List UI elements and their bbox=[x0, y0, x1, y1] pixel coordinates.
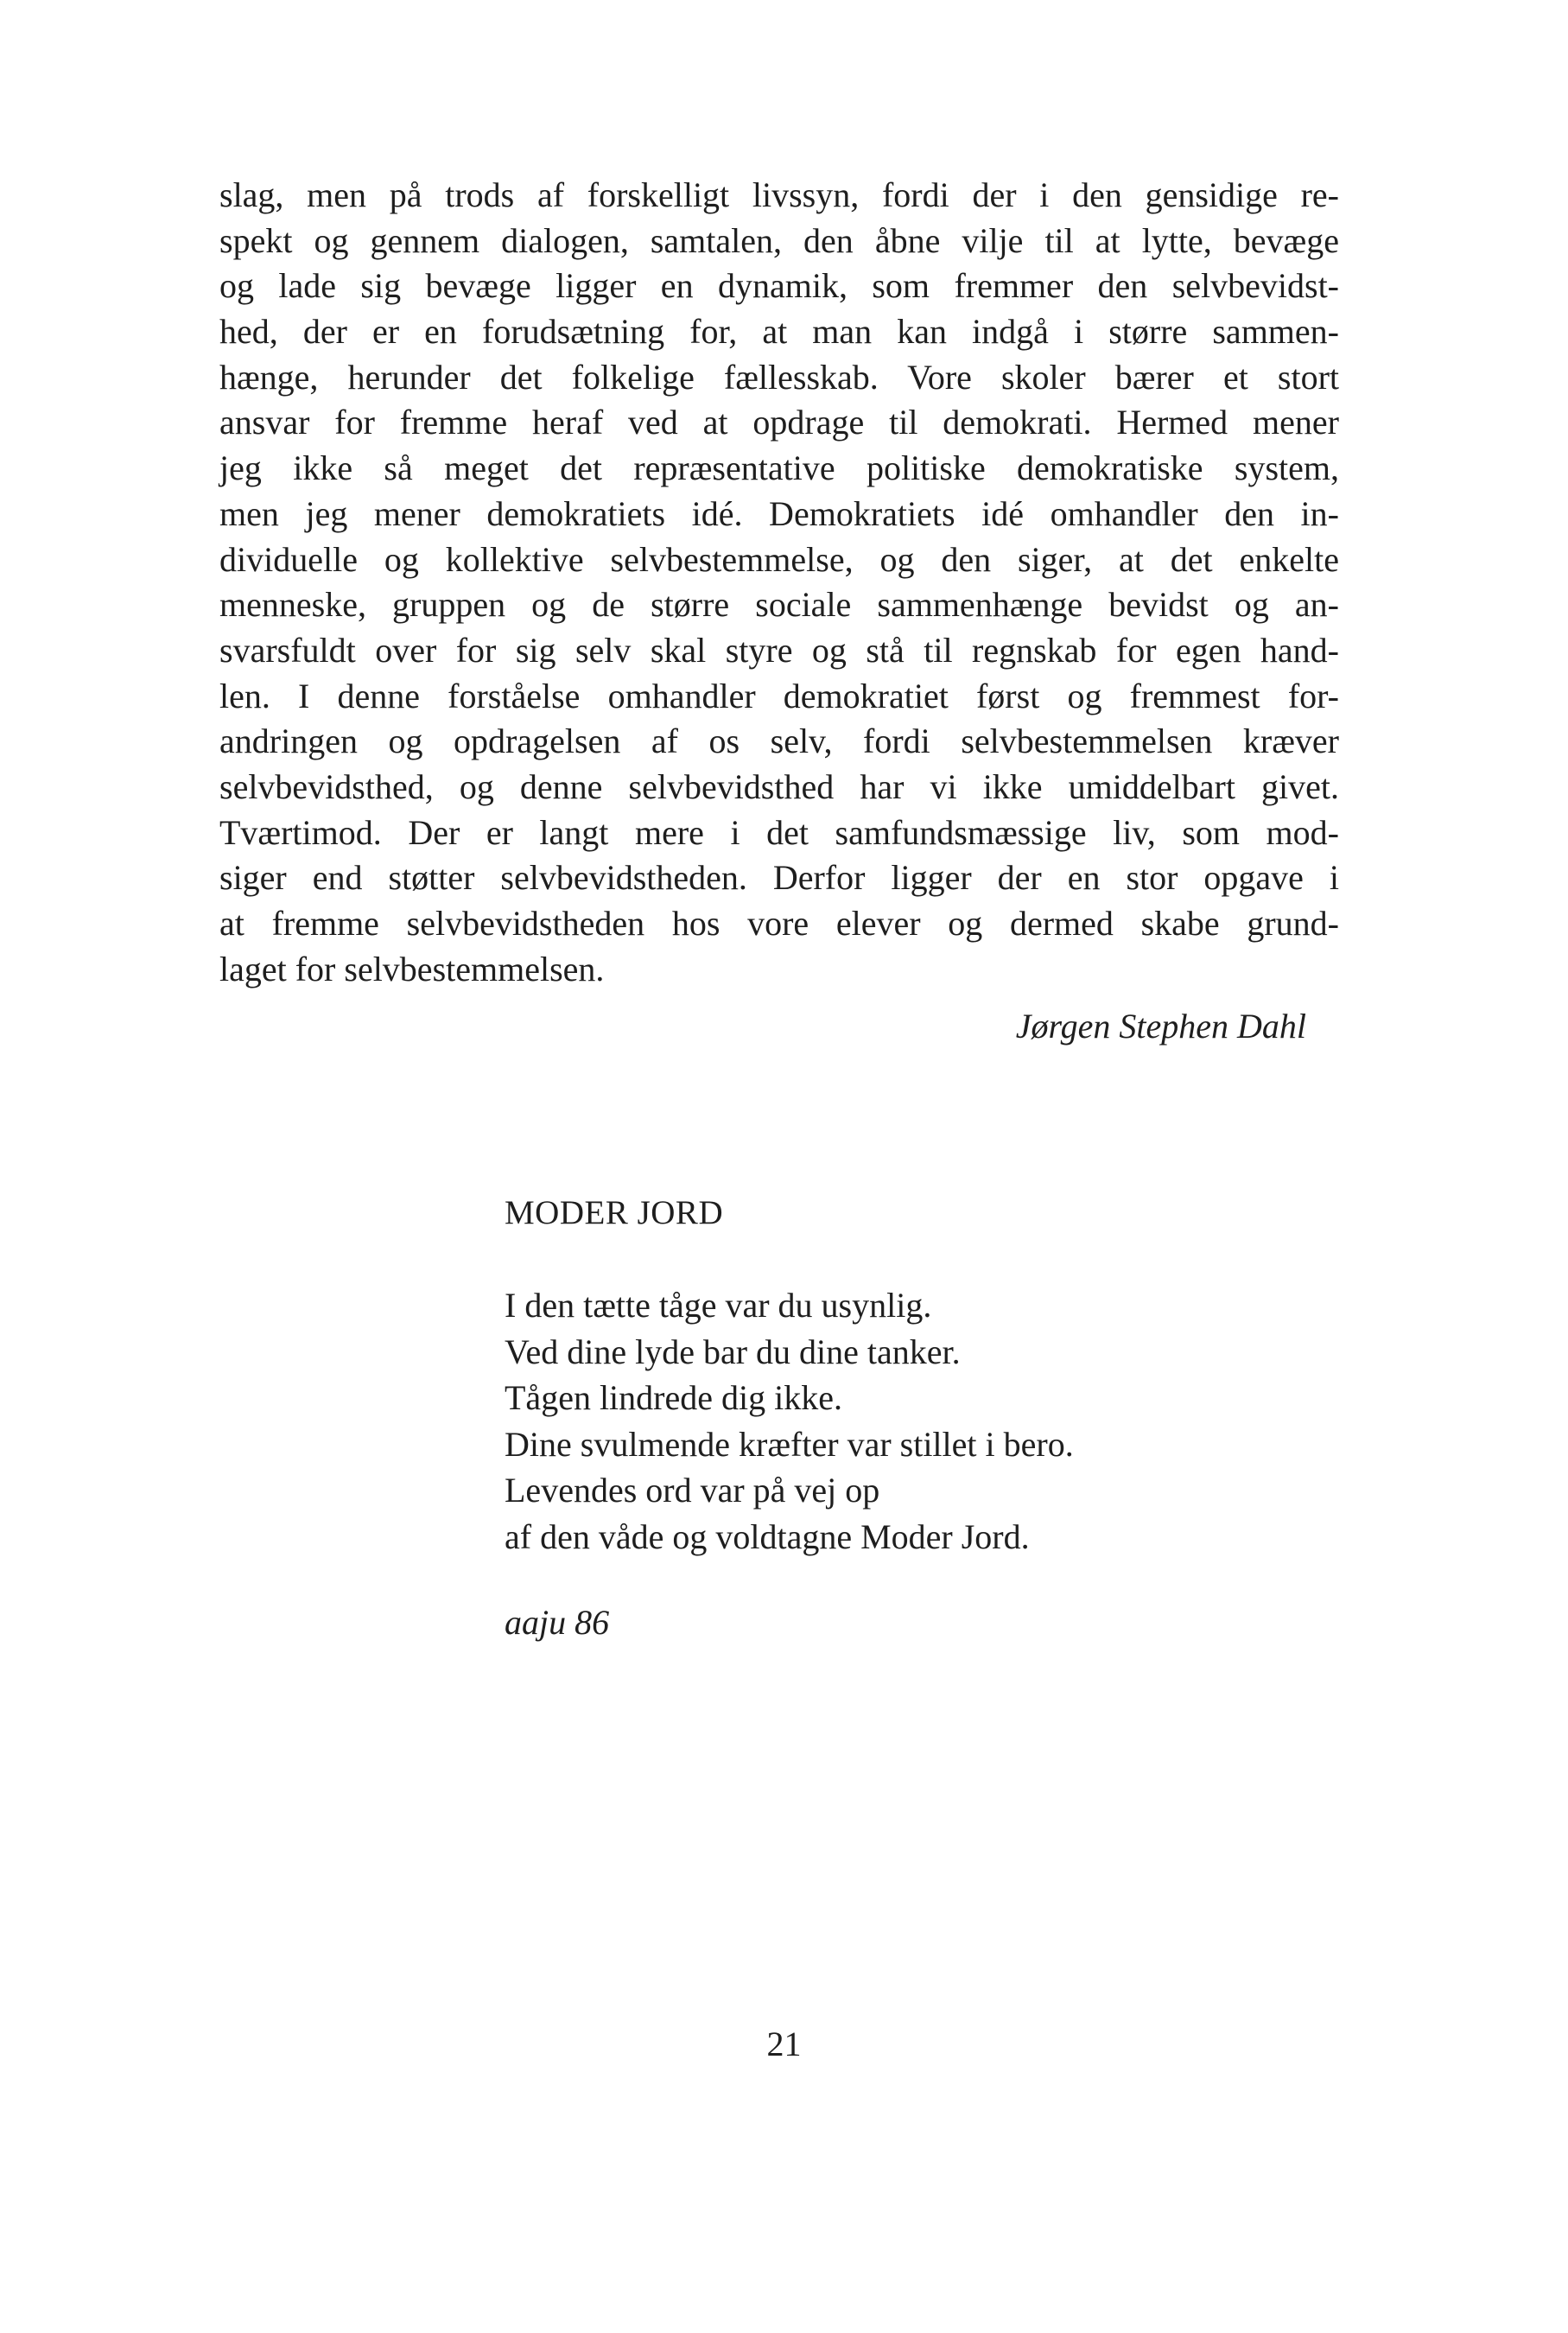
paragraph-line: og lade sig bevæge ligger en dynamik, som fremmer den selvbevidst- bbox=[219, 266, 1339, 306]
essay-paragraph bbox=[219, 173, 1339, 992]
paragraph-line: svarsfuldt over for sig selv skal styre og stå til regnskab for egen hand- bbox=[219, 630, 1339, 670]
poem-body bbox=[505, 1282, 1074, 1561]
paragraph-line: siger end støtter selvbevidstheden. Derfor ligger der en stor opgave i bbox=[219, 858, 1339, 898]
essay-signature: Jørgen Stephen Dahl bbox=[1015, 1007, 1306, 1046]
paragraph-line: jeg ikke så meget det repræsentative politiske demokratiske system, bbox=[219, 448, 1339, 488]
poem-line: Ved dine lyde bar du dine tanker. bbox=[505, 1332, 961, 1371]
poem-author: aaju 86 bbox=[505, 1603, 610, 1642]
paragraph-line: menneske, gruppen og de større sociale sammenhænge bevidst og an- bbox=[219, 585, 1339, 625]
poem-line: Tågen lindrede dig ikke. bbox=[505, 1378, 842, 1418]
poem-line: Levendes ord var på vej op bbox=[505, 1471, 880, 1510]
paragraph-line: hed, der er en forudsætning for, at man kan indgå i større sammen- bbox=[219, 312, 1339, 352]
paragraph-line: at fremme selvbevidstheden hos vore elever og dermed skabe grund- bbox=[219, 904, 1339, 943]
poem-line: I den tætte tåge var du usynlig. bbox=[505, 1286, 932, 1325]
poem-title: MODER JORD bbox=[505, 1194, 724, 1231]
paragraph-line: selvbevidsthed, og denne selvbevidsthed har vi ikke umiddelbart givet. bbox=[219, 766, 1339, 806]
paragraph-line: dividuelle og kollektive selvbestemmelse, og den siger, at det enkelte bbox=[219, 539, 1339, 579]
page-number: 21 bbox=[766, 2025, 802, 2063]
paragraph-line: laget for selvbestemmelsen. bbox=[219, 949, 605, 989]
paragraph-line: len. I denne forståelse omhandler demokratiet først og fremmest for- bbox=[219, 676, 1339, 715]
paragraph-line: hænge, herunder det folkelige fællesskab. Vore skoler bærer et stort bbox=[219, 357, 1339, 397]
paragraph-line: men jeg mener demokratiets idé. Demokratiets idé omhandler den in- bbox=[219, 493, 1339, 533]
paragraph-line: spekt og gennem dialogen, samtalen, den åbne vilje til at lytte, bevæge bbox=[219, 220, 1339, 260]
paragraph-line: ansvar for fremme heraf ved at opdrage til demokrati. Hermed mener bbox=[219, 403, 1339, 442]
poem-line: af den våde og voldtagne Moder Jord. bbox=[505, 1516, 1030, 1556]
poem-line: Dine svulmende kræfter var stillet i bero. bbox=[505, 1424, 1074, 1464]
paragraph-line: Tværtimod. Der er langt mere i det samfundsmæssige liv, som mod- bbox=[219, 812, 1339, 852]
paragraph-line: slag, men på trods af forskelligt livssyn, fordi der i den gensidige re- bbox=[219, 175, 1339, 214]
paragraph-line: andringen og opdragelsen af os selv, fordi selvbestemmelsen kræver bbox=[219, 722, 1339, 761]
